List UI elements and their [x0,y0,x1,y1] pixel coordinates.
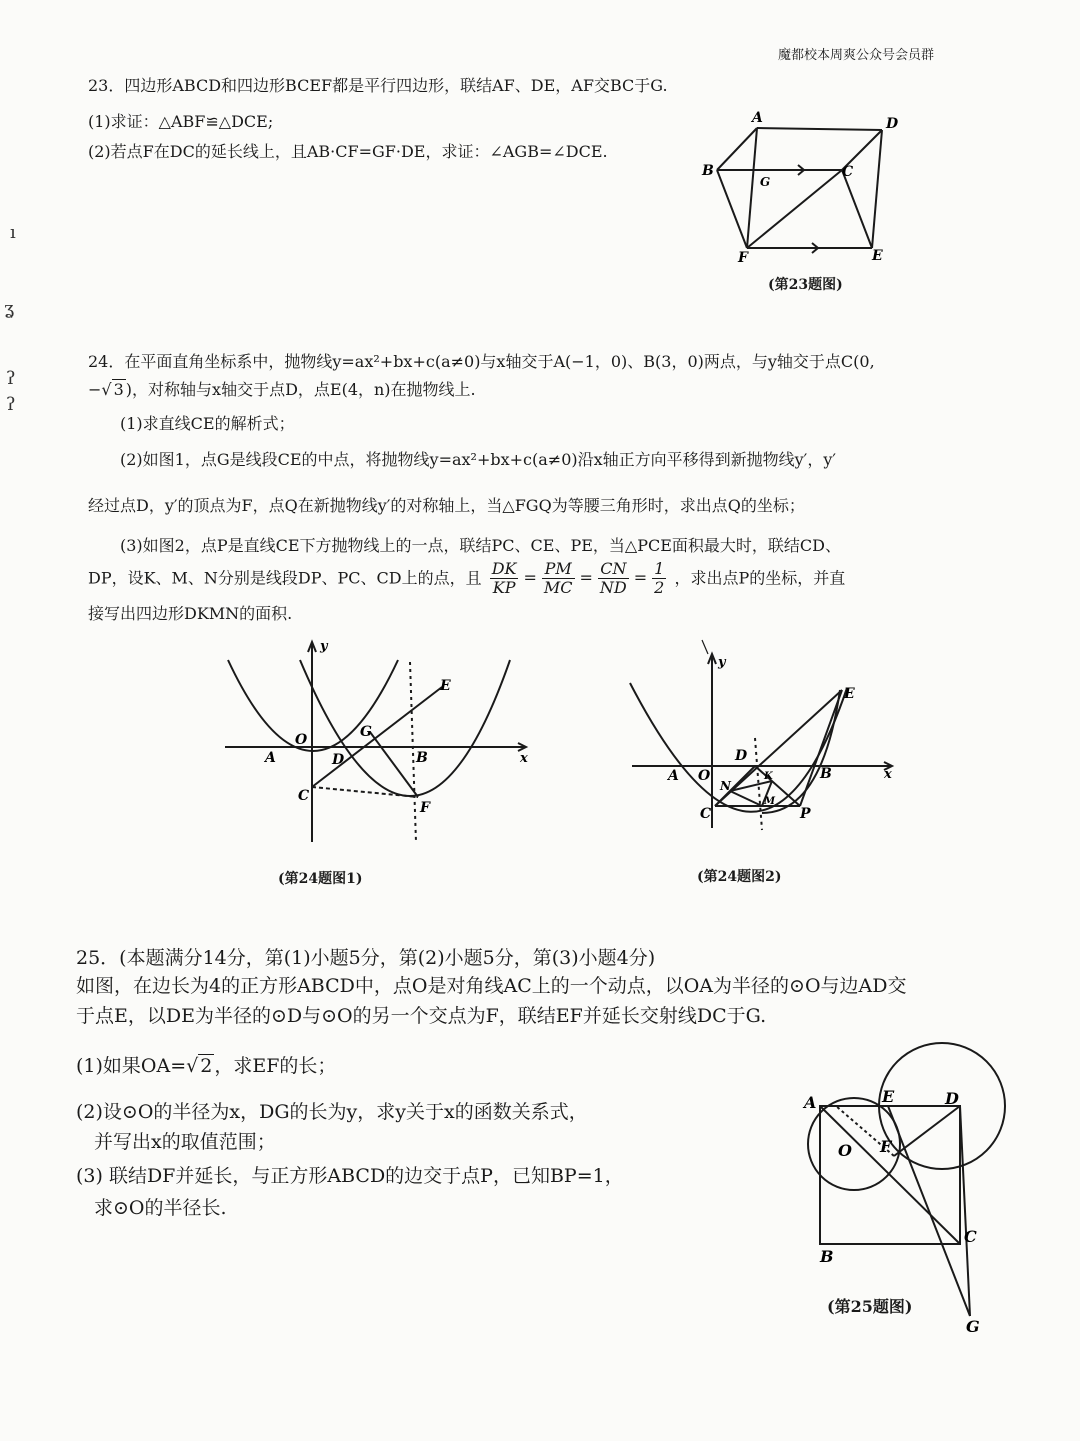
q24-line2-radicand: 3 [113,380,124,399]
fig1-label-x: x [520,751,528,766]
fig1-label-G: G [360,724,372,740]
q25-part1 [76,1054,336,1079]
q24-part3-line1: (3)如图2，点P是直线CE下方抛物线上的一点，联结PC、CE、PE，当△PCE面积最大时，联结CD、 [120,536,841,555]
frac-num: 1 [654,559,665,578]
fig1-label-E: E [440,678,451,694]
frac-num: DK [491,559,517,578]
q23-caption: (第23题图) [768,277,843,293]
fig1-label-C: C [298,788,310,804]
frac-den: KP [492,578,516,598]
q25-stem-line1: 如图，在边长为4的正方形ABCD中，点O是对角线AC上的一个动点，以OA为半径的⊙O与边AD交 [76,975,907,997]
ratio-one-half [652,560,666,598]
q25-label-O: O [838,1141,852,1160]
q24-caption1: (第24题图1) [278,871,363,887]
q24-part3-post: ，求出点P的坐标，并直 [674,568,846,588]
fig2-label-P: P [800,806,811,822]
fig2-label-N: N [720,779,731,793]
q24-line2 [88,380,476,401]
q24-line1: 24．在平面直角坐标系中，抛物线y=ax²+bx+c(a≠0)与x轴交于A(−1，0)、B(3，0)两点，与y轴交于点C(0, [88,352,875,371]
q23-figure [690,100,920,275]
fig1-label-F: F [420,800,430,816]
fig1-label-y: y [320,639,328,654]
q25-part2-line1: (2)设⊙O的半径为x，DG的长为y，求y关于x的函数关系式， [76,1101,588,1123]
q23-part2: (2)若点F在DC的延长线上，且AB·CF=GF·DE，求证：∠AGB=∠DCE. [88,142,608,161]
q23-label-B: B [702,163,714,179]
q25-figure [790,1036,1040,1336]
scan-mark: ʔ [6,368,16,389]
q25-stem-line2: 于点E，以DE为半径的⊙D与⊙O的另一个交点为F，联结EF并延长交射线DC于G. [76,1005,767,1027]
watermark-text: 魔都校本周爽公众号会员群 [778,48,935,63]
equals-sign: = [633,568,648,588]
q23-label-D: D [886,116,899,132]
q25-part2-line2: 并写出x的取值范围； [94,1131,276,1153]
fig2-label-M: M [764,796,776,807]
q25-label-F: F [880,1137,892,1156]
scan-mark: ʓ [4,298,15,319]
sqrt-symbol: √ [186,1055,199,1077]
equals-sign: = [523,568,537,588]
fig2-label-E: E [844,686,855,702]
q24-caption2: (第24题图2) [697,869,782,885]
q23-label-C: C [842,164,854,180]
fig2-label-D: D [735,748,748,764]
fig2-label-y: y [718,655,726,670]
q24-part3-pre: DP，设K、M、N分别是线段DP、PC、CD上的点，且 [88,568,482,588]
equals-sign: = [579,568,593,588]
ratio-pm-mc [542,560,575,598]
q24-part2-line1: (2)如图1，点G是线段CE的中点，将抛物线y=ax²+bx+c(a≠0)沿x轴正方向平移得到新抛物线y′，y′ [120,450,836,469]
fig2-label-B: B [820,766,832,782]
q25-header: 25．(本题满分14分，第(1)小题5分，第(2)小题5分，第(3)小题4分) [76,947,656,969]
sqrt-symbol: √ [101,380,112,399]
fig1-label-O: O [295,732,308,748]
frac-den: ND [599,578,627,598]
q23-label-F: F [738,250,748,266]
fig2-label-x: x [884,767,892,782]
q25-label-G: G [966,1317,980,1336]
scan-mark: ı [10,222,16,243]
q24-line2-pre: − [88,380,102,399]
fig1-label-B: B [416,750,428,766]
q24-part3-line2 [88,560,845,598]
scan-mark: ʔ [6,394,16,415]
ratio-cn-nd [598,560,629,598]
fig2-label-K: K [764,771,773,782]
fig2-label-O: O [698,768,711,784]
fig2-label-C: C [700,806,712,822]
q24-part3-line3: 接写出四边形DKMN的面积. [88,604,293,623]
q25-label-A: A [804,1093,817,1112]
q25-label-C: C [964,1227,977,1246]
q24-part1: (1)求直线CE的解析式； [120,414,295,433]
q23-label-G: G [760,175,771,189]
q25-caption: (第25题图) [827,1297,913,1316]
ratio-dk-kp [490,560,519,598]
q25-label-B: B [820,1247,834,1266]
q23-stem: 23．四边形ABCD和四边形BCEF都是平行四边形，联结AF、DE，AF交BC于G. [88,76,668,95]
q25-part3-line2: 求⊙O的半径长. [94,1197,227,1219]
q24-figure2 [622,638,902,838]
fig2-label-A: A [668,768,679,784]
fig1-label-D: D [332,752,345,768]
frac-den: 2 [654,578,665,598]
q25-label-D: D [945,1089,959,1108]
frac-den: MC [543,578,573,598]
q25-part1-pre: (1)如果OA= [76,1055,187,1077]
q25-part3-line1: (3) 联结DF并延长，与正方形ABCD的边交于点P，已知BP=1， [76,1165,624,1187]
frac-num: PM [542,560,575,579]
q24-part2-line2: 经过点D，y′的顶点为F，点Q在新抛物线y′的对称轴上，当△FGQ为等腰三角形时，求出点Q的坐标； [88,496,805,515]
q23-part1: (1)求证：△ABF≌△DCE; [88,112,274,131]
q25-part1-radicand: 2 [200,1055,213,1077]
q23-label-E: E [872,248,883,264]
q24-figure1 [220,632,540,852]
q24-line2-post: )，对称轴与x轴交于点D，点E(4，n)在抛物线上. [125,380,476,399]
q23-label-A: A [752,110,763,126]
fig1-label-A: A [265,750,276,766]
q25-part1-post: ，求EF的长； [214,1055,337,1077]
q25-label-E: E [882,1087,895,1106]
frac-num: CN [598,560,629,579]
